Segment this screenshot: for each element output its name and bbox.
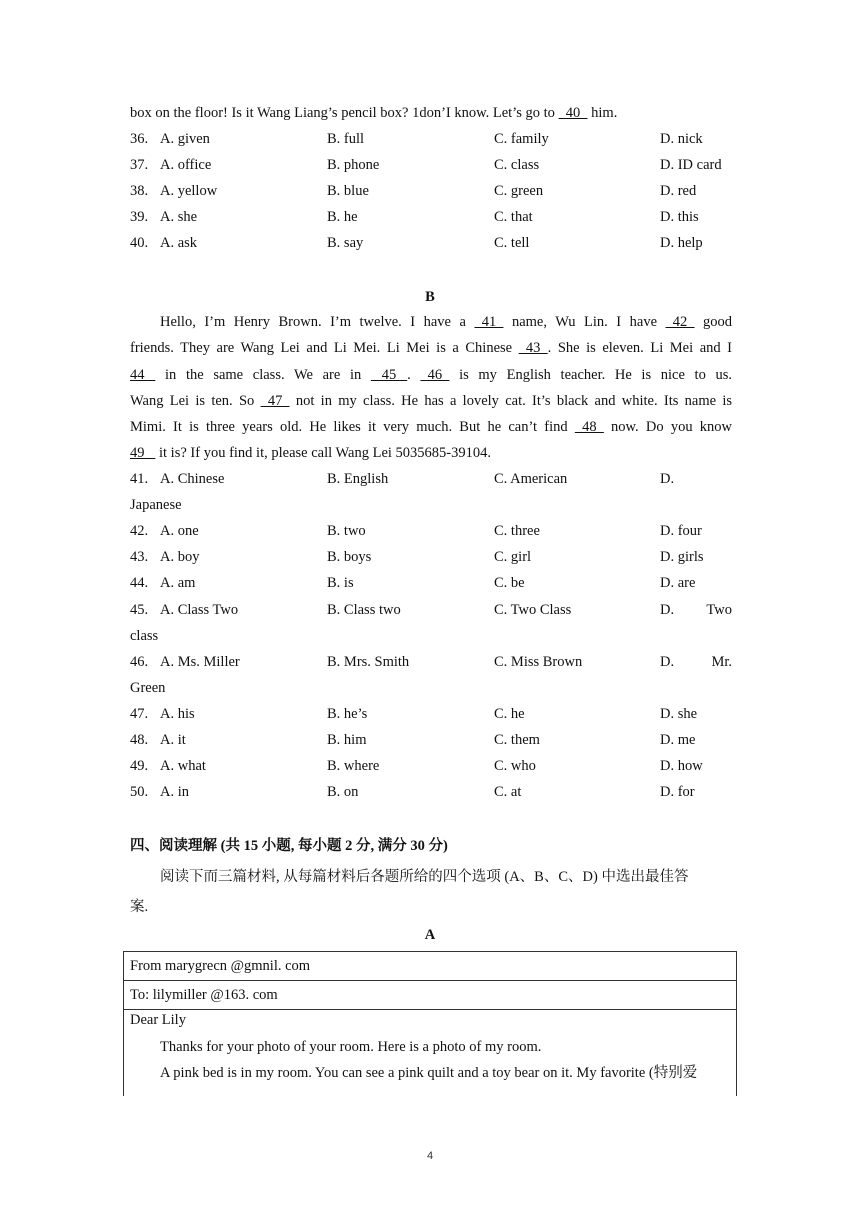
question-number: 45.: [130, 602, 149, 618]
option-d: D.: [660, 471, 675, 487]
option-a: A. ask: [160, 235, 198, 251]
option-d: D. red: [660, 183, 697, 199]
question-38: [130, 182, 734, 200]
option-c: C. class: [494, 157, 540, 173]
section-instructions: 阅读下而三篇材料, 从每篇材料后各题所给的四个选项 (A、B、C、D) 中选出最佳答: [160, 869, 689, 885]
option-c: C. he: [494, 706, 525, 722]
option-d: D. she: [660, 706, 698, 722]
option-b: B. Mrs. Smith: [327, 654, 410, 670]
passage-b-line-1: [160, 313, 732, 331]
option-d: D. how: [660, 758, 703, 774]
option-c: C. who: [494, 758, 536, 774]
option-d: D. this: [660, 209, 699, 225]
question-41: [130, 470, 734, 488]
option-c: C. Miss Brown: [494, 654, 583, 670]
option-d: D. ID card: [660, 157, 722, 173]
section-heading: 四、阅读理解 (共 15 小题, 每小题 2 分, 满分 30 分): [130, 838, 448, 854]
option-c: C. tell: [494, 235, 530, 251]
option-b: B. is: [327, 575, 354, 591]
question-number: 48.: [130, 732, 149, 748]
question-number: 42.: [130, 523, 149, 539]
question-number: 37.: [130, 157, 149, 173]
option-b: B. full: [327, 131, 365, 147]
option-d: D. are: [660, 575, 696, 591]
option-a: A. Chinese: [160, 471, 225, 487]
option-a: A. office: [160, 157, 212, 173]
passage-b-line-3: [130, 366, 732, 384]
blank-46: 46: [420, 367, 450, 383]
page-number: 4: [426, 1150, 434, 1162]
option-a: A. boy: [160, 549, 200, 565]
option-a: A. given: [160, 131, 210, 147]
blank-49: 49: [130, 445, 156, 461]
passage-b-line-4: [130, 392, 732, 410]
question-50: [130, 783, 734, 801]
option-a: A. Ms. Miller: [160, 654, 240, 670]
option-b: B. Class two: [327, 602, 401, 618]
option-c: C. green: [494, 183, 544, 199]
option-c: C. American: [494, 471, 568, 487]
question-number: 47.: [130, 706, 149, 722]
question-45-wrap: class: [130, 628, 159, 644]
question-43: [130, 548, 734, 566]
option-c: C. family: [494, 131, 549, 147]
email-paragraph-1: Thanks for your photo of your room. Here is a photo of my room.: [160, 1039, 542, 1055]
question-number: 39.: [130, 209, 149, 225]
option-c: C. girl: [494, 549, 532, 565]
question-46: [130, 653, 734, 671]
email-greeting: Dear Lily: [130, 1012, 186, 1028]
option-b: B. phone: [327, 157, 380, 173]
email-from: From marygrecn @gmnil. com: [124, 951, 736, 980]
reading-a-title: A: [424, 927, 436, 943]
text: it is? If you find it, please call Wang Lei 5035685-39104.: [155, 445, 491, 461]
option-c: C. at: [494, 784, 522, 800]
blank-44: 44: [130, 367, 156, 383]
option-d-letter: D.: [660, 654, 675, 670]
text: . She is eleven. Li Mei and I: [547, 340, 733, 356]
blank-40: 40: [558, 105, 588, 121]
question-number: 46.: [130, 654, 149, 670]
option-b: B. English: [327, 471, 389, 487]
option-c: C. them: [494, 732, 540, 748]
question-41-wrap: Japanese: [130, 497, 182, 513]
blank-47: 47: [260, 393, 290, 409]
passage-b-line-2: [130, 339, 732, 357]
question-40: [130, 234, 734, 252]
passage-b-line-6: [130, 444, 491, 462]
question-number: 41.: [130, 471, 149, 487]
text: .: [407, 367, 411, 383]
question-number: 49.: [130, 758, 149, 774]
email-to: To: lilymiller @163. com: [124, 980, 736, 1009]
option-c: C. Two Class: [494, 602, 572, 618]
question-number: 38.: [130, 183, 149, 199]
question-number: 44.: [130, 575, 149, 591]
option-b: B. two: [327, 523, 366, 539]
option-d: [660, 601, 732, 619]
question-number: 40.: [130, 235, 149, 251]
text: name, Wu Lin. I have: [511, 314, 658, 330]
blank-48: 48: [574, 419, 604, 435]
option-a: A. she: [160, 209, 198, 225]
option-b: B. on: [327, 784, 359, 800]
option-d-text: Two: [706, 602, 732, 618]
option-d: D. help: [660, 235, 703, 251]
option-a: A. what: [160, 758, 206, 774]
blank-41: 41: [474, 314, 504, 330]
question-48: [130, 731, 734, 749]
question-47: [130, 705, 734, 723]
option-c: C. that: [494, 209, 533, 225]
option-b: B. boys: [327, 549, 372, 565]
text: now. Do you know: [611, 419, 732, 435]
passage-b-line-5: [130, 418, 732, 436]
blank-42: 42: [665, 314, 695, 330]
question-36: [130, 130, 734, 148]
text: good: [703, 314, 733, 330]
section-instructions-wrap: 案.: [130, 899, 149, 915]
option-a: A. one: [160, 523, 199, 539]
email-paragraph-2: A pink bed is in my room. You can see a pink quilt and a toy bear on it. My favorite (特别爱: [160, 1065, 698, 1081]
option-d: D. nick: [660, 131, 703, 147]
blank-45: 45: [370, 367, 408, 383]
email-table: [123, 951, 737, 1096]
option-d-letter: D.: [660, 602, 675, 618]
option-b: B. say: [327, 235, 364, 251]
option-a: A. it: [160, 732, 186, 748]
text: in the same class. We are in: [165, 367, 362, 383]
email-body: [124, 1009, 736, 1088]
text: Mimi. It is three years old. He likes it very much. But he can’t find: [130, 419, 568, 435]
question-45: [130, 601, 734, 619]
question-number: 43.: [130, 549, 149, 565]
option-d: [660, 653, 732, 671]
option-c: C. be: [494, 575, 525, 591]
blank-43: 43: [518, 340, 548, 356]
option-b: B. where: [327, 758, 380, 774]
option-b: B. he’s: [327, 706, 368, 722]
option-a: A. Class Two: [160, 602, 239, 618]
option-b: B. he: [327, 209, 358, 225]
option-a: A. in: [160, 784, 189, 800]
text: Wang Lei is ten. So: [130, 393, 255, 409]
question-39: [130, 208, 734, 226]
question-46-wrap: Green: [130, 680, 166, 696]
question-number: 50.: [130, 784, 149, 800]
option-b: B. blue: [327, 183, 369, 199]
text: is my English teacher. He is nice to us.: [459, 367, 733, 383]
text: him.: [587, 105, 618, 121]
question-number: 36.: [130, 131, 149, 147]
option-d: D. four: [660, 523, 702, 539]
text: not in my class. He has a lovely cat. It’s black and white. Its name is: [295, 393, 733, 409]
option-d: D. for: [660, 784, 695, 800]
question-44: [130, 574, 734, 592]
question-49: [130, 757, 734, 775]
option-c: C. three: [494, 523, 540, 539]
option-d: D. girls: [660, 549, 704, 565]
question-37: [130, 156, 734, 174]
text: box on the floor! Is it Wang Liang’s pencil box? 1don’I know. Let’s go to: [130, 105, 559, 121]
option-d-text: Mr.: [711, 654, 732, 670]
passage-a-last-line: [130, 104, 617, 122]
option-d: D. me: [660, 732, 696, 748]
question-42: [130, 522, 734, 540]
text: friends. They are Wang Lei and Li Mei. Li Mei is a Chinese: [130, 340, 513, 356]
option-b: B. him: [327, 732, 367, 748]
option-a: A. his: [160, 706, 195, 722]
text: Hello, I’m Henry Brown. I’m twelve. I have a: [160, 314, 466, 330]
option-a: A. yellow: [160, 183, 218, 199]
option-a: A. am: [160, 575, 196, 591]
passage-b-title: B: [425, 289, 435, 305]
